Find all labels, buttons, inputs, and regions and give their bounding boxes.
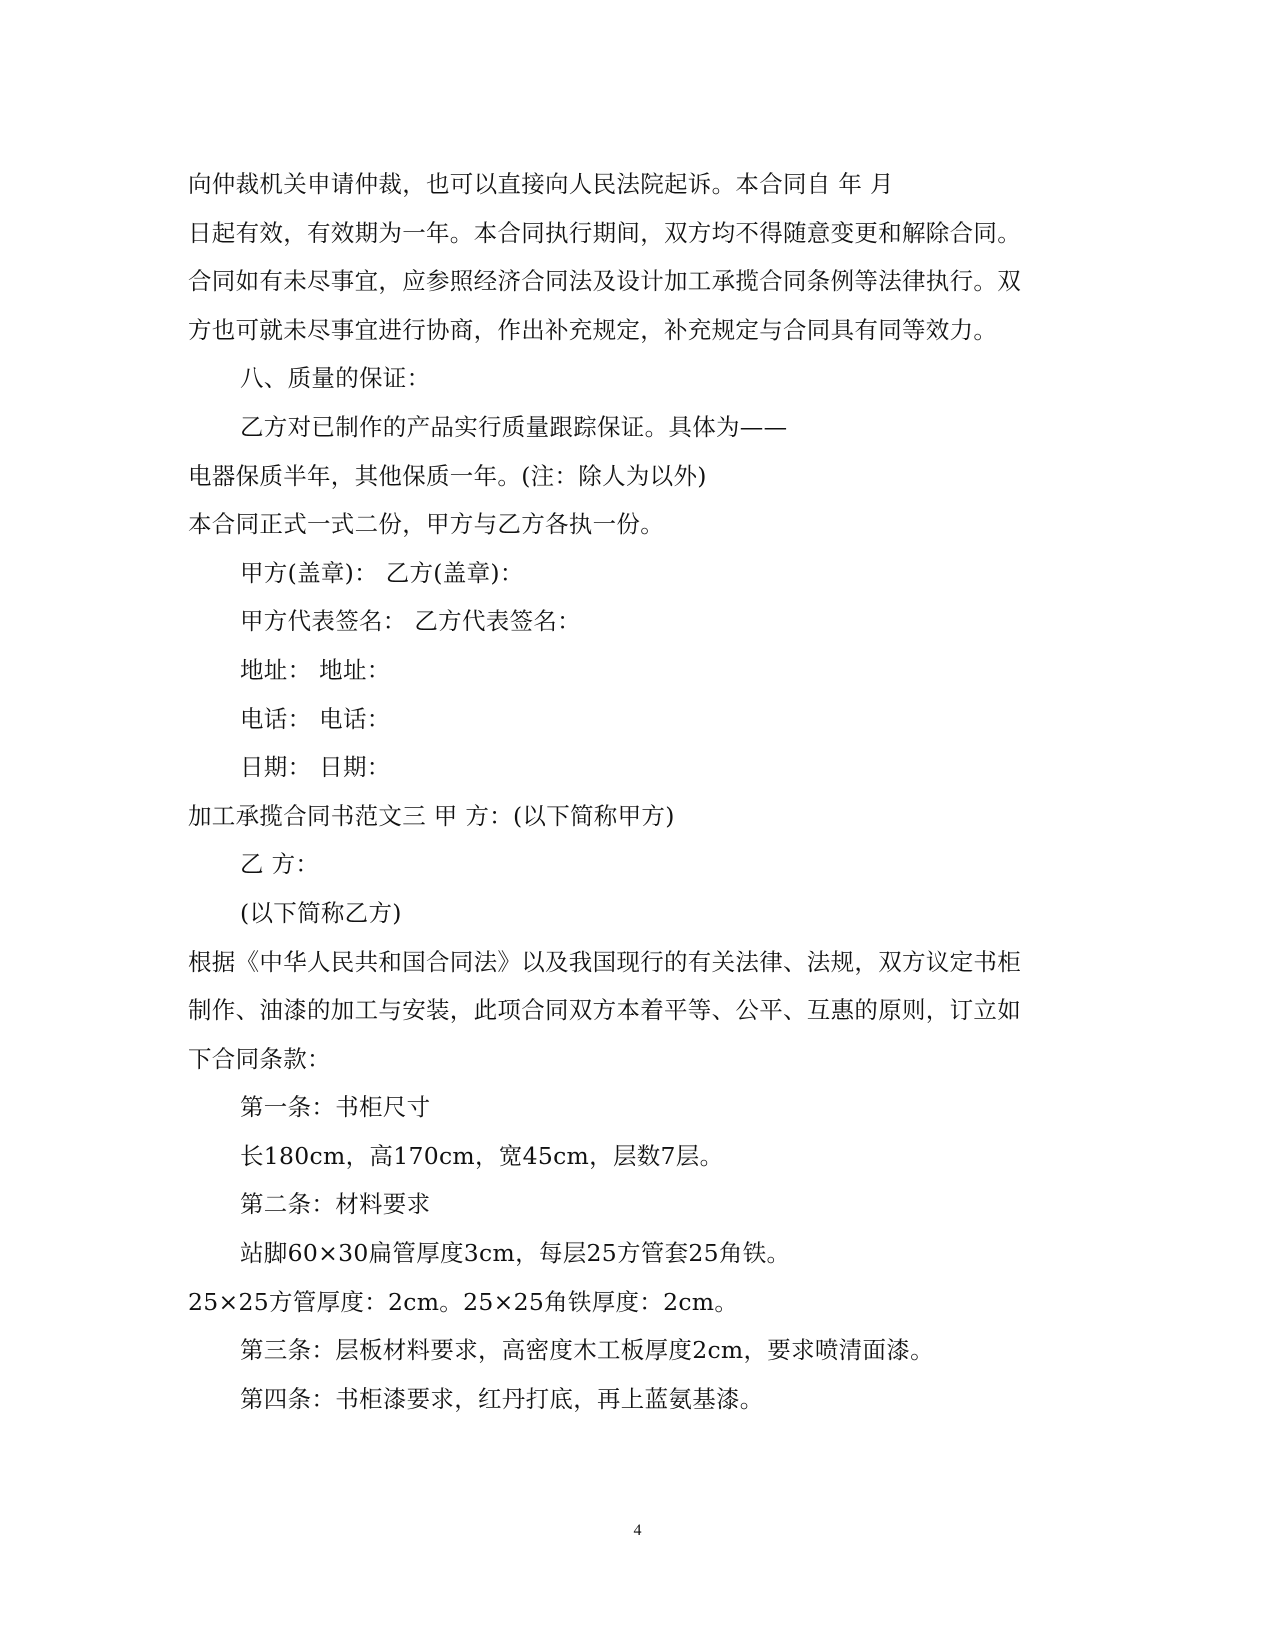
paragraph-line: 甲方(盖章)： 乙方(盖章)： [240, 558, 524, 587]
paragraph-line: (以下简称乙方) [240, 898, 402, 927]
paragraph-line: 八、质量的保证： [240, 364, 431, 393]
paragraph-line: 第四条：书柜漆要求，红丹打底，再上蓝氨基漆。 [240, 1384, 764, 1413]
page-number: 4 [633, 1522, 642, 1539]
paragraph-line: 第二条：材料要求 [240, 1190, 431, 1219]
paragraph-line: 制作、油漆的加工与安装，此项合同双方本着平等、公平、互惠的原则，订立如 [188, 996, 1021, 1025]
paragraph-line: 本合同正式一式二份，甲方与乙方各执一份。 [188, 510, 664, 539]
paragraph-line: 甲方代表签名： 乙方代表签名： [240, 607, 581, 636]
paragraph-line: 合同如有未尽事宜，应参照经济合同法及设计加工承揽合同条例等法律执行。双 [188, 267, 1021, 296]
paragraph-line: 电器保质半年，其他保质一年。(注：除人为以外) [188, 461, 707, 490]
paragraph-line: 25×25方管厚度：2cm。25×25角铁厚度：2cm。 [188, 1287, 739, 1316]
paragraph-line: 乙 方： [240, 850, 320, 879]
paragraph-line: 第一条：书柜尺寸 [240, 1093, 431, 1122]
paragraph-line: 电话： 电话： [240, 704, 391, 733]
paragraph-line: 加工承揽合同书范文三 甲 方：(以下简称甲方) [188, 801, 675, 830]
paragraph-line: 日期： 日期： [240, 753, 391, 782]
paragraph-line: 下合同条款： [188, 1044, 331, 1073]
paragraph-line: 长180cm，高170cm，宽45cm，层数7层。 [240, 1141, 724, 1170]
paragraph-line: 根据《中华人民共和国合同法》以及我国现行的有关法律、法规，双方议定书柜 [188, 947, 1021, 976]
paragraph-line: 站脚60×30扁管厚度3cm，每层25方管套25角铁。 [240, 1239, 791, 1268]
paragraph-line: 乙方对已制作的产品实行质量跟踪保证。具体为—— [240, 412, 788, 441]
paragraph-line: 第三条：层板材料要求，高密度木工板厚度2cm，要求喷清面漆。 [240, 1336, 934, 1365]
paragraph-line: 日起有效，有效期为一年。本合同执行期间，双方均不得随意变更和解除合同。 [188, 218, 1021, 247]
paragraph-line: 方也可就未尽事宜进行协商，作出补充规定，补充规定与合同具有同等效力。 [188, 315, 998, 344]
paragraph-line: 向仲裁机关申请仲裁，也可以直接向人民法院起诉。本合同自 年 月 [188, 170, 894, 198]
paragraph-line: 地址： 地址： [240, 655, 391, 684]
document-body [188, 160, 1068, 1423]
